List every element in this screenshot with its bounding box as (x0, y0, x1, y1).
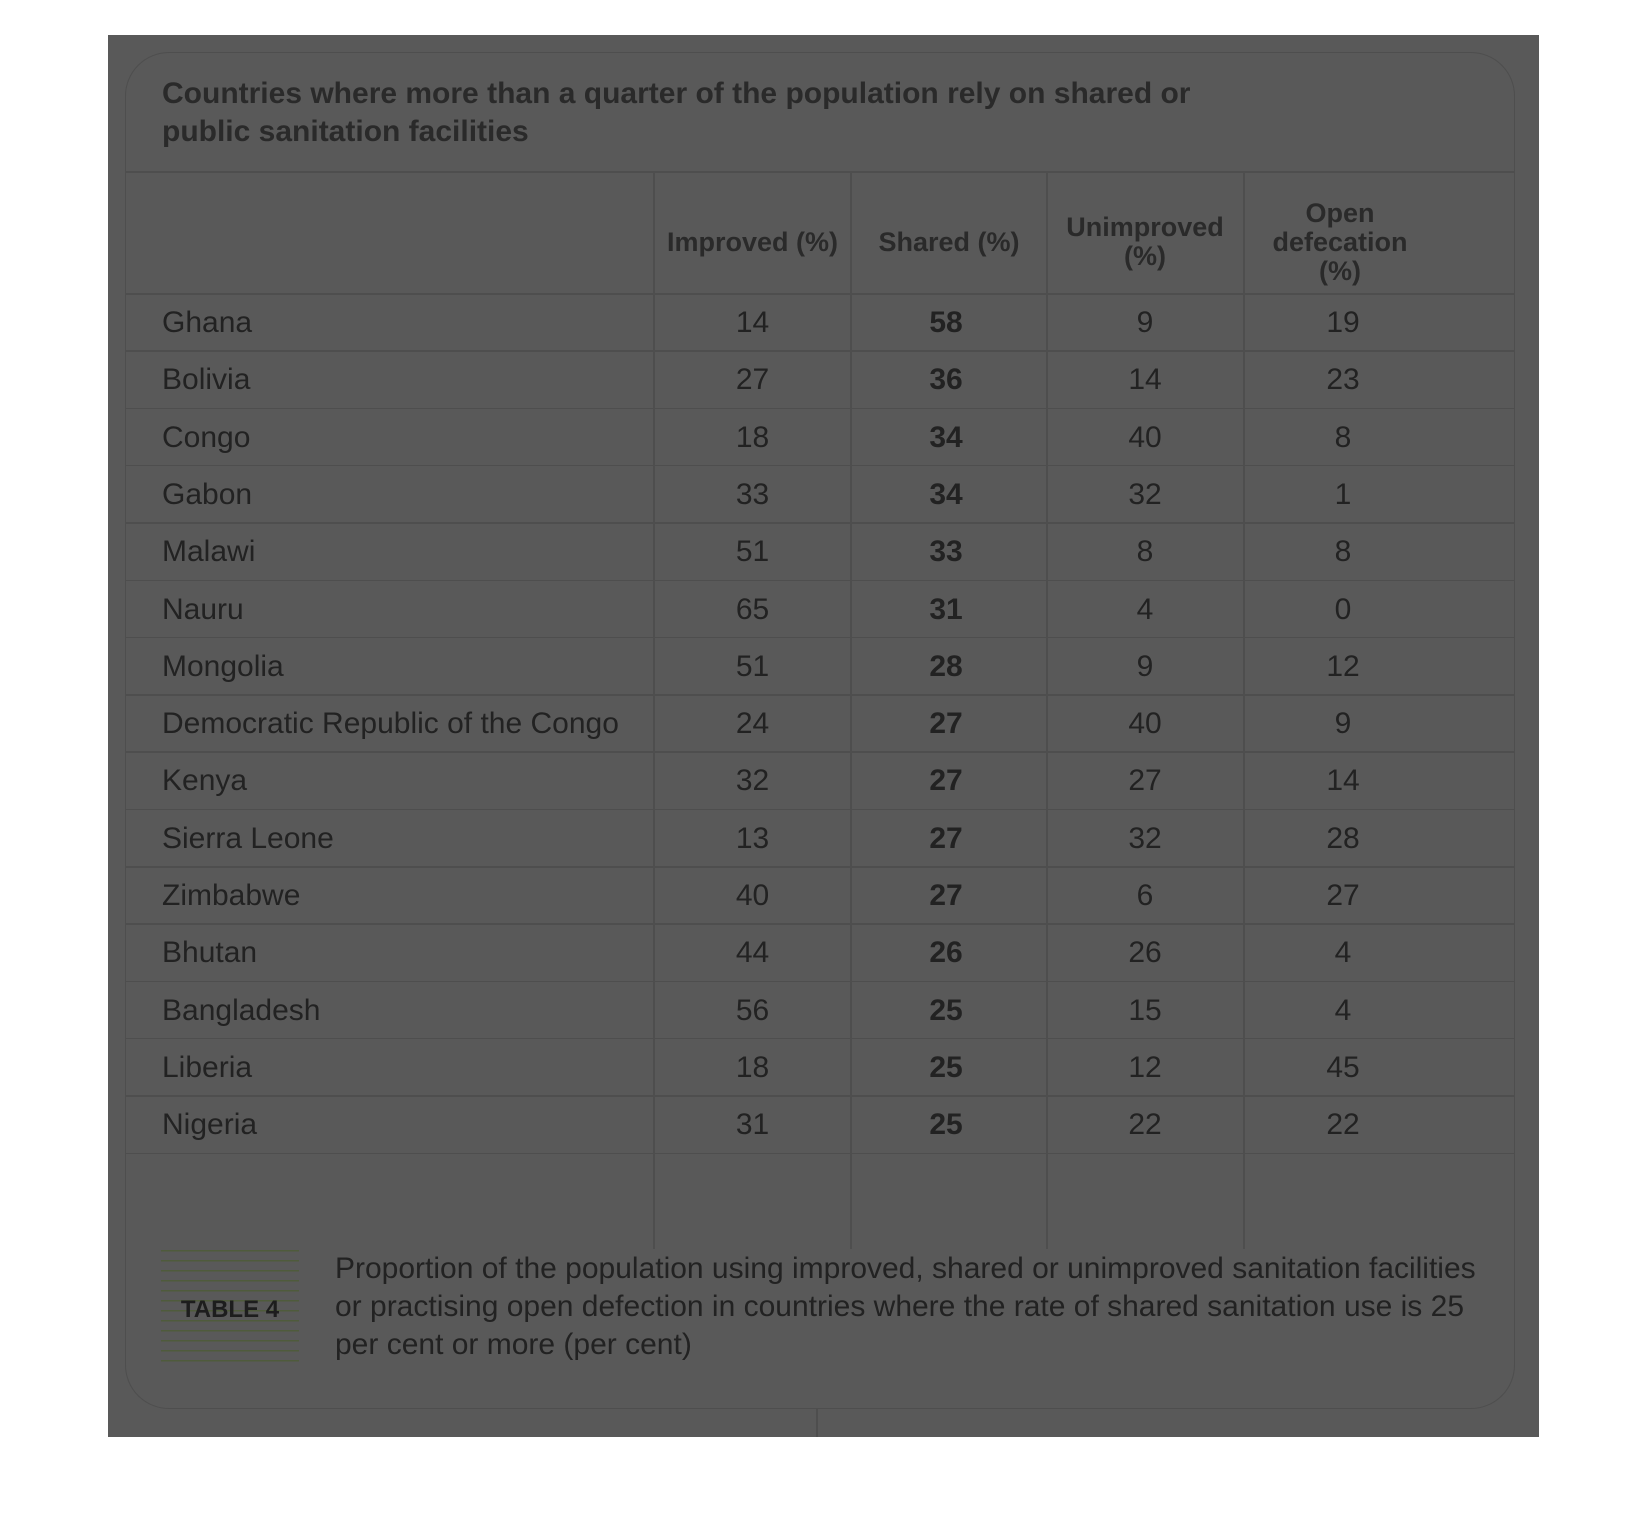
cell-improved: 18 (735, 1050, 770, 1084)
cell-country: Sierra Leone (162, 821, 334, 855)
column-header-open-defecation: Open defecation (%) (1272, 197, 1408, 286)
cell-country: Zimbabwe (162, 879, 301, 912)
table-number-tag (161, 1250, 299, 1370)
cell-country: Gabon (162, 477, 253, 511)
cell-country: Congo (162, 420, 251, 454)
cell-country: Nauru (162, 592, 244, 626)
cell-open-defecation: 45 (1326, 1050, 1360, 1084)
cell-unimproved: 40 (1128, 420, 1162, 454)
cell-country: Democratic Republic of the Congo (162, 707, 619, 741)
cell-shared: 28 (929, 649, 963, 683)
cell-country: Liberia (162, 1050, 253, 1084)
cell-unimproved: 9 (1136, 649, 1154, 683)
cell-shared: 27 (929, 707, 963, 741)
cell-improved: 40 (735, 879, 770, 912)
cell-open-defecation: 4 (1334, 993, 1352, 1027)
cell-country: Ghana (162, 306, 253, 339)
cell-open-defecation: 23 (1326, 363, 1360, 397)
table-caption: Proportion of the population using improved, shared or unimproved sanitation facilities or practising open defection in countries where the rate of shared sanitation use is 25 per cent or more (per cent) (335, 1252, 1476, 1361)
cell-open-defecation: 19 (1326, 306, 1360, 339)
cell-unimproved: 12 (1128, 1050, 1162, 1084)
cell-shared: 25 (929, 993, 963, 1027)
cell-country: Bangladesh (162, 993, 321, 1027)
cell-open-defecation: 28 (1326, 821, 1360, 855)
row-divider (125, 1153, 1515, 1155)
cell-unimproved: 9 (1136, 306, 1154, 339)
cell-shared: 27 (929, 764, 963, 798)
cell-unimproved: 6 (1136, 879, 1154, 912)
table-title: Countries where more than a quarter of the population rely on shared or public sanitation facilities (162, 77, 1191, 148)
cell-improved: 24 (735, 707, 770, 741)
cell-improved: 27 (735, 363, 770, 397)
cell-unimproved: 40 (1128, 707, 1162, 741)
cell-improved: 18 (735, 420, 770, 454)
cell-improved: 33 (735, 477, 770, 511)
cell-shared: 27 (929, 879, 963, 912)
table-number-label: TABLE 4 (180, 1296, 280, 1323)
cell-open-defecation: 9 (1334, 707, 1352, 741)
cell-shared: 25 (929, 1108, 963, 1142)
cell-country: Mongolia (162, 649, 284, 683)
cell-shared: 25 (929, 1050, 963, 1084)
cell-unimproved: 15 (1128, 993, 1162, 1027)
cell-unimproved: 8 (1136, 535, 1154, 569)
cell-improved: 65 (735, 592, 770, 626)
cell-shared: 34 (929, 477, 963, 511)
cell-country: Kenya (162, 764, 248, 798)
cell-improved: 31 (735, 1108, 770, 1142)
cell-unimproved: 4 (1136, 592, 1154, 626)
cell-improved: 51 (735, 649, 770, 683)
cell-improved: 14 (735, 306, 770, 339)
cell-shared: 27 (929, 821, 963, 855)
cell-shared: 34 (929, 420, 963, 454)
table-body (108, 35, 1539, 1437)
cell-unimproved: 27 (1128, 764, 1162, 798)
cell-country: Bolivia (162, 363, 251, 397)
cell-open-defecation: 27 (1326, 879, 1360, 912)
column-header-shared: Shared (%) (878, 226, 1020, 257)
cell-country: Bhutan (162, 936, 258, 970)
cell-shared: 36 (929, 363, 963, 397)
cell-improved: 13 (735, 821, 770, 855)
cell-open-defecation: 1 (1334, 477, 1352, 511)
cell-open-defecation: 8 (1334, 535, 1352, 569)
cell-open-defecation: 4 (1334, 936, 1352, 970)
cell-unimproved: 26 (1128, 936, 1162, 970)
cell-improved: 56 (735, 993, 770, 1027)
cell-open-defecation: 22 (1326, 1108, 1360, 1142)
cell-unimproved: 14 (1128, 363, 1162, 397)
cell-open-defecation: 14 (1326, 764, 1360, 798)
cell-shared: 26 (929, 936, 963, 970)
cell-unimproved: 22 (1128, 1108, 1162, 1142)
document-panel (108, 35, 1539, 1437)
cell-open-defecation: 12 (1326, 649, 1360, 683)
cell-country: Nigeria (162, 1108, 258, 1142)
cell-unimproved: 32 (1128, 821, 1162, 855)
cell-country: Malawi (162, 535, 256, 569)
column-header-unimproved: Unimproved (%) (1066, 212, 1224, 271)
cell-improved: 51 (735, 535, 770, 569)
cell-shared: 33 (929, 535, 963, 569)
cell-unimproved: 32 (1128, 477, 1162, 511)
cell-open-defecation: 0 (1334, 592, 1352, 626)
cell-shared: 58 (929, 306, 963, 339)
cell-improved: 44 (735, 936, 770, 970)
cell-improved: 32 (735, 764, 770, 798)
cell-shared: 31 (929, 592, 963, 626)
column-header-improved: Improved (%) (666, 226, 839, 257)
cell-open-defecation: 8 (1334, 420, 1352, 454)
